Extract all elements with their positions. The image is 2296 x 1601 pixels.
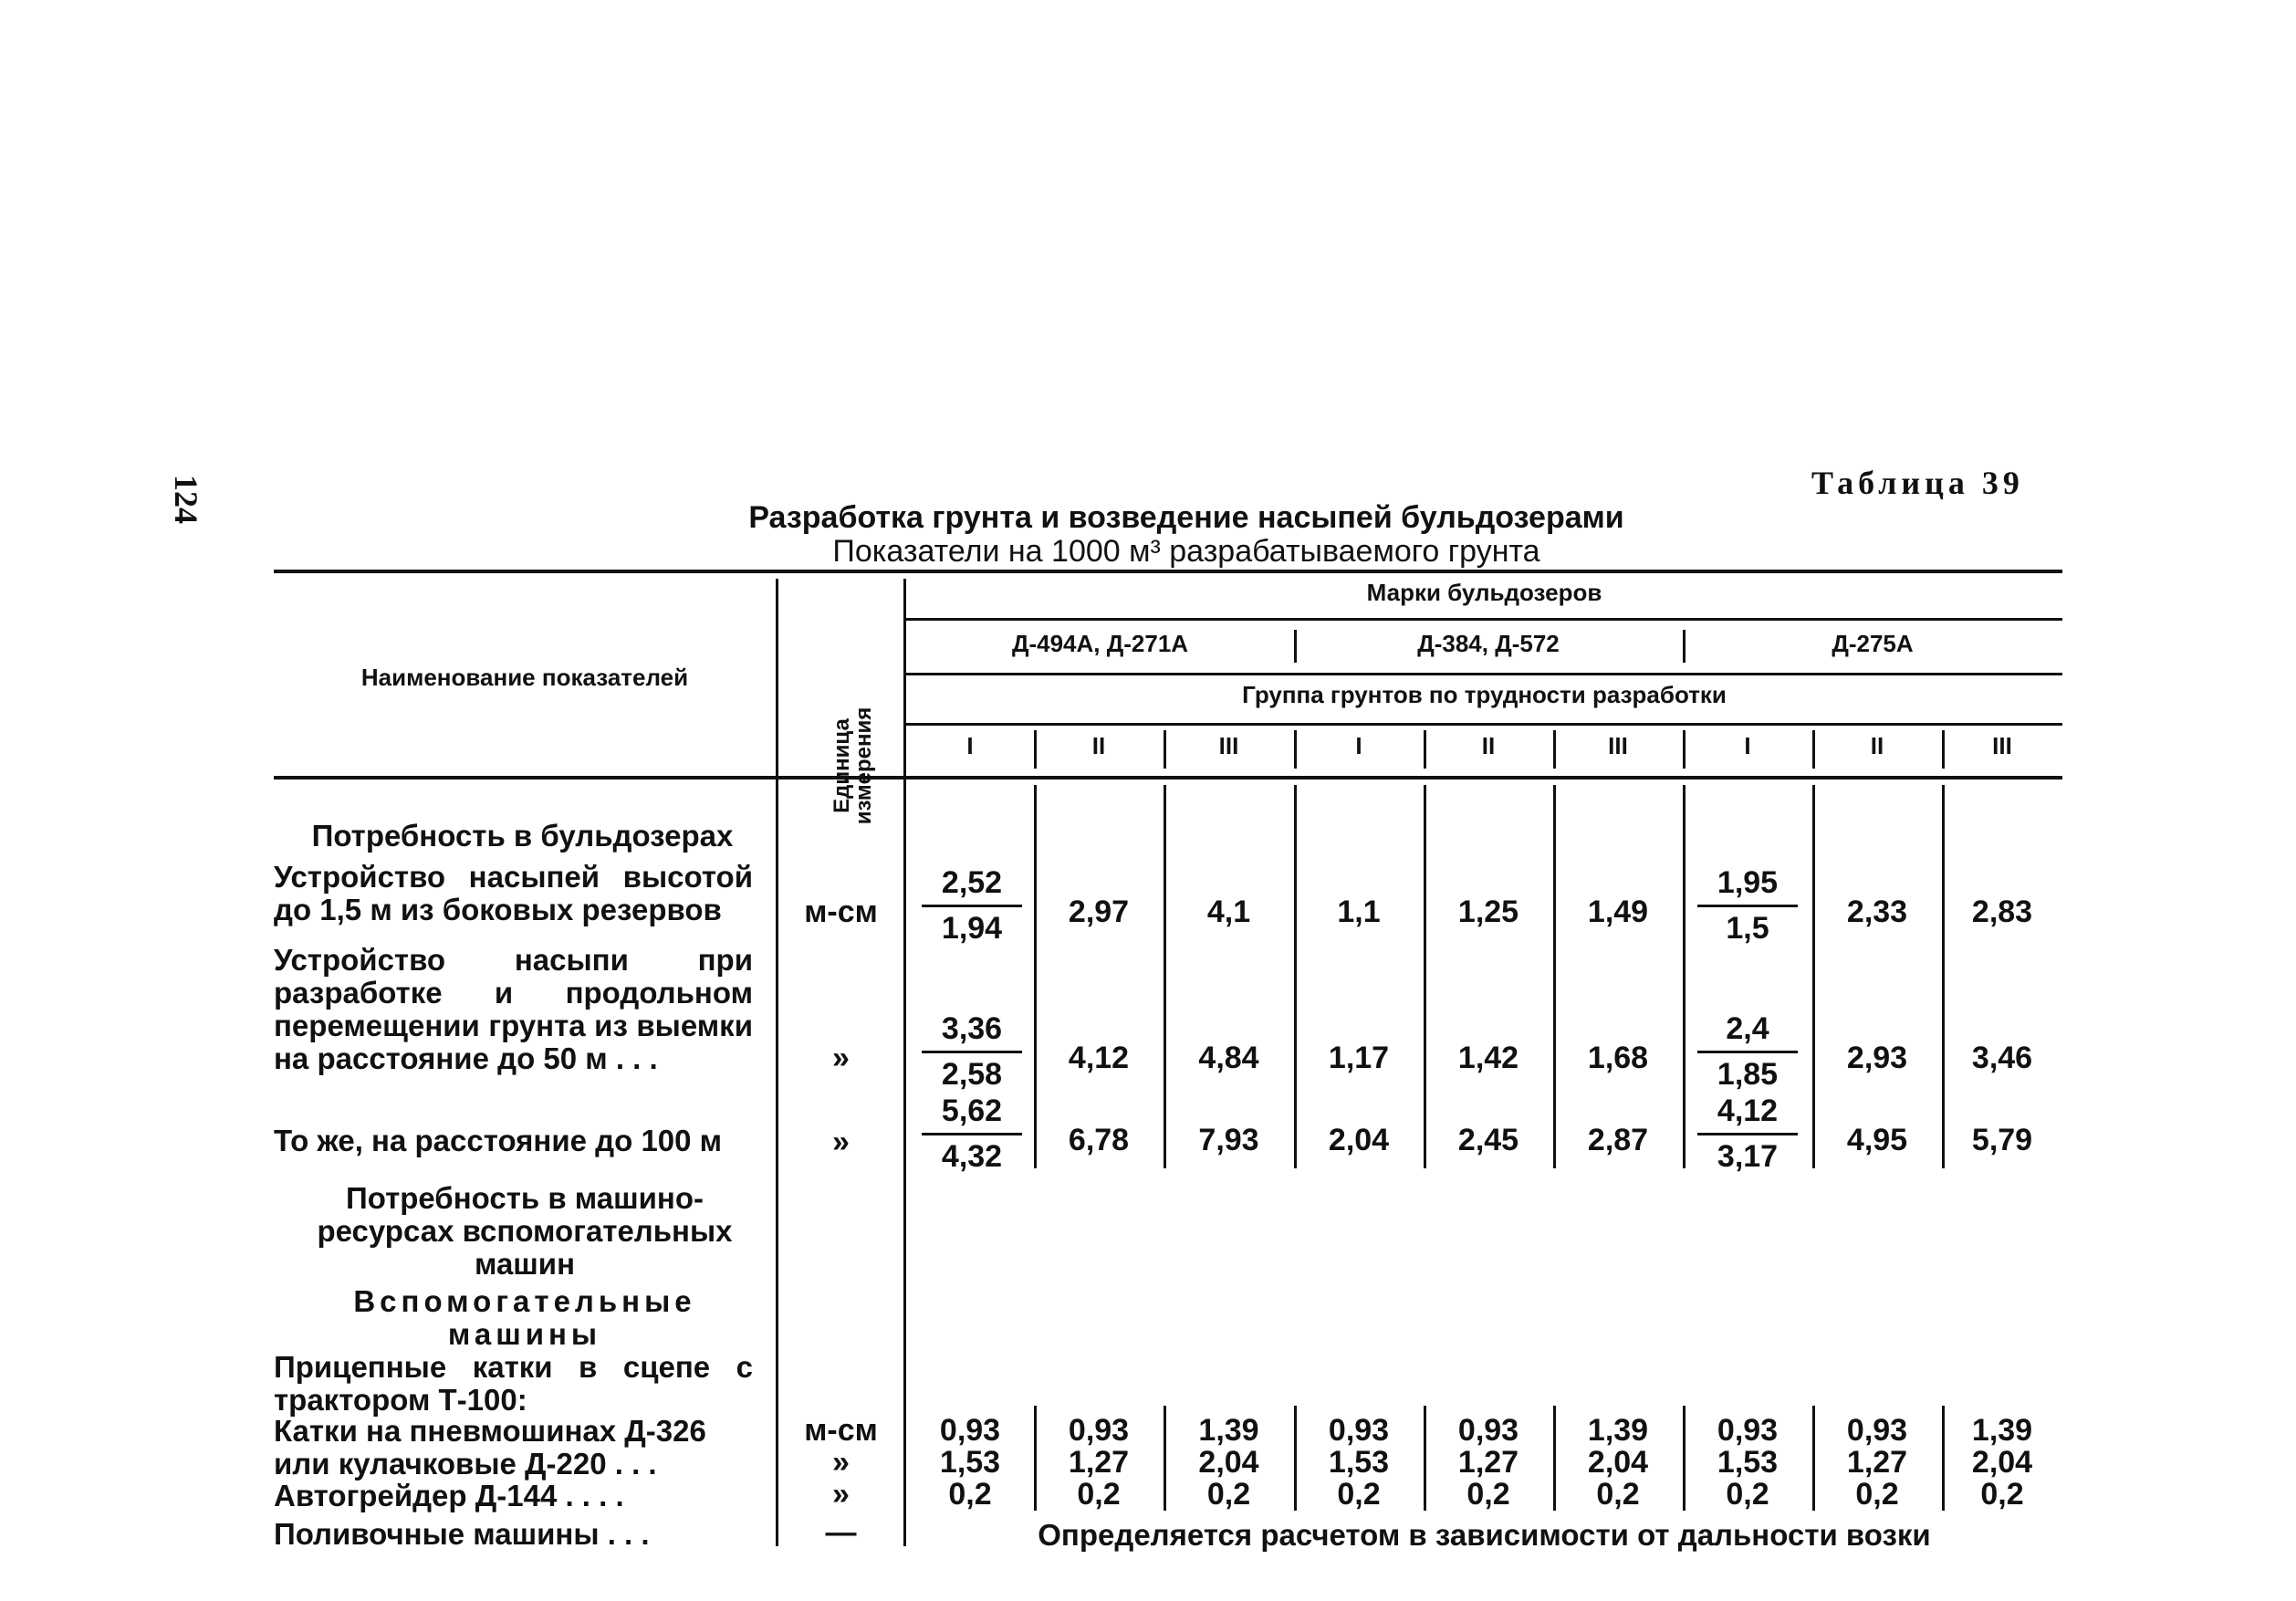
cell-value: 5,79 (1971, 1123, 2033, 1157)
fraction-denominator: 1,85 (1717, 1057, 1779, 1092)
header-unit-column: Единица измерения (830, 706, 876, 825)
row-label: Прицепные катки в сцепе с трактором Т-100: (274, 1350, 753, 1417)
row-label: или кулачковые Д-220 . . . (274, 1447, 657, 1481)
fraction-numerator: 5,62 (922, 1093, 1022, 1135)
row-unit: » (832, 1477, 850, 1512)
group-numeral: I (966, 732, 974, 759)
header-brand-3: Д-275А (1832, 630, 1914, 657)
fraction-denominator: 1,5 (1726, 911, 1769, 946)
cell-value: 1,53 (1717, 1445, 1779, 1480)
fraction-value (922, 1011, 1022, 1093)
fraction-numerator: 2,52 (922, 865, 1022, 907)
cell-value: 4,1 (1206, 895, 1251, 929)
fraction-value (922, 1093, 1022, 1175)
table-number: Таблица 39 (1811, 465, 2024, 501)
header-brand-2: Д-384, Д-572 (1417, 630, 1560, 657)
row-unit: » (832, 1125, 850, 1159)
table-title: Разработка грунта и возведение насыпей бульдозерами (748, 500, 1624, 535)
fraction-numerator: 1,95 (1697, 865, 1798, 907)
cell-value: 4,95 (1846, 1123, 1908, 1157)
cell-value: 0,93 (1457, 1413, 1519, 1448)
group-numeral: III (1992, 732, 2012, 759)
cell-value: 2,04 (1198, 1445, 1259, 1480)
cell-value: 1,25 (1457, 895, 1519, 929)
body-divider (1424, 785, 1426, 1168)
fraction-value (922, 865, 1022, 947)
row-label: Автогрейдер Д-144 . . . . (274, 1479, 624, 1512)
fraction-numerator: 2,4 (1697, 1011, 1798, 1053)
rule-top (274, 570, 2062, 573)
cell-value: 0,93 (1068, 1413, 1130, 1448)
group-numeral: III (1218, 732, 1239, 759)
row-label: Катки на пневмошинах Д-326 (274, 1414, 706, 1448)
cell-value: 1,39 (1587, 1413, 1649, 1448)
fraction-numerator: 3,36 (922, 1011, 1022, 1053)
cell-value: 2,04 (1971, 1445, 2033, 1480)
group-numeral: II (1481, 732, 1496, 759)
cell-value: 0,2 (1206, 1477, 1251, 1512)
fraction-value (1697, 865, 1798, 947)
row-unit: м-см (804, 1413, 878, 1448)
rule-brands (906, 618, 2062, 621)
cell-value: 2,83 (1971, 895, 2033, 929)
group-numeral: III (1608, 732, 1628, 759)
body-divider (1034, 785, 1037, 1168)
rule-numerals (906, 723, 2062, 726)
row-unit: — (825, 1515, 857, 1550)
cell-value: 0,2 (1726, 1477, 1769, 1512)
cell-value: 2,04 (1328, 1123, 1390, 1157)
body-divider (1294, 785, 1297, 1168)
section-bulldozer-demand: Потребность в бульдозерах (311, 819, 734, 853)
body-divider (1683, 785, 1685, 1168)
cell-value: 2,45 (1457, 1123, 1519, 1157)
cell-value: 1,39 (1971, 1413, 2033, 1448)
cell-value: 4,12 (1068, 1041, 1130, 1075)
cell-value: 0,2 (948, 1477, 992, 1512)
header-group: Группа грунтов по трудности разработки (1242, 681, 1727, 708)
fraction-denominator: 3,17 (1717, 1139, 1779, 1174)
cell-value: 0,93 (1328, 1413, 1390, 1448)
cell-value: 0,2 (1077, 1477, 1121, 1512)
cell-value: 1,49 (1587, 895, 1649, 929)
section-auxiliary-demand: Потребность в машино-ресурсах вспомогательных машин (317, 1181, 733, 1281)
cell-value: 1,39 (1198, 1413, 1259, 1448)
header-brand-1: Д-494А, Д-271А (1011, 630, 1189, 657)
rule-group (906, 673, 2062, 675)
cell-value: 7,93 (1198, 1123, 1259, 1157)
cell-value: 2,93 (1846, 1041, 1908, 1075)
cell-value: 0,2 (1466, 1477, 1510, 1512)
body-divider (1164, 785, 1166, 1168)
cell-value: 2,33 (1846, 895, 1908, 929)
cell-value: 1,53 (939, 1445, 1001, 1480)
cell-value: 0,2 (1337, 1477, 1381, 1512)
cell-value: 1,27 (1846, 1445, 1908, 1480)
cell-value: 1,42 (1457, 1041, 1519, 1075)
header-name-column: Наименование показателей (360, 664, 689, 691)
rule-header-bottom (274, 776, 2062, 780)
fraction-denominator: 4,32 (941, 1139, 1003, 1174)
col-divider-unit (903, 579, 906, 1546)
cell-value: 2,97 (1068, 895, 1130, 929)
body-divider (1812, 785, 1815, 1168)
cell-value: 0,93 (1717, 1413, 1779, 1448)
cell-value: 0,93 (1846, 1413, 1908, 1448)
group-numeral: I (1744, 732, 1751, 759)
cell-value: 1,17 (1328, 1041, 1390, 1075)
cell-value: 3,46 (1971, 1041, 2033, 1075)
page-number: 124 (168, 475, 204, 524)
cell-value: 0,2 (1596, 1477, 1640, 1512)
row-label: Поливочные машины . . . (274, 1517, 650, 1551)
cell-value: 0,93 (939, 1413, 1001, 1448)
row-unit: » (832, 1445, 850, 1480)
row-note: Определяется расчетом в зависимости от дальности возки (1038, 1518, 1931, 1552)
group-numeral: I (1355, 732, 1362, 759)
fraction-denominator: 1,94 (941, 911, 1003, 946)
fraction-value (1697, 1093, 1798, 1175)
table-subtitle: Показатели на 1000 м³ разрабатываемого грунта (832, 534, 1540, 569)
fraction-denominator: 2,58 (941, 1057, 1003, 1092)
cell-value: 0,2 (1855, 1477, 1899, 1512)
row-label: То же, на расстояние до 100 м (274, 1124, 723, 1157)
group-numeral: II (1091, 732, 1106, 759)
cell-value: 0,2 (1980, 1477, 2024, 1512)
row-label: Устройство насыпей высотой до 1,5 м из боковых резервов (274, 860, 753, 926)
cell-value: 1,27 (1068, 1445, 1130, 1480)
cell-value: 4,84 (1198, 1041, 1259, 1075)
fraction-numerator: 4,12 (1697, 1093, 1798, 1135)
cell-value: 1,27 (1457, 1445, 1519, 1480)
cell-value: 6,78 (1068, 1123, 1130, 1157)
body-divider (1942, 785, 1945, 1168)
cell-value: 2,04 (1587, 1445, 1649, 1480)
cell-value: 1,68 (1587, 1041, 1649, 1075)
cell-value: 1,53 (1328, 1445, 1390, 1480)
section-auxiliary-machines: Вспомогательные машины (353, 1284, 696, 1351)
row-unit: м-см (804, 895, 878, 929)
group-numeral: II (1870, 732, 1884, 759)
cell-value: 2,87 (1587, 1123, 1649, 1157)
fraction-value (1697, 1011, 1798, 1093)
row-unit: » (832, 1041, 850, 1075)
row-label: Устройство насыпи при разработке и продольном перемещении грунта из выемки на расстояние до 50 м . . . (274, 943, 753, 1075)
cell-value: 1,1 (1337, 895, 1381, 929)
body-divider (1553, 785, 1556, 1168)
header-brands: Марки бульдозеров (1366, 579, 1602, 606)
